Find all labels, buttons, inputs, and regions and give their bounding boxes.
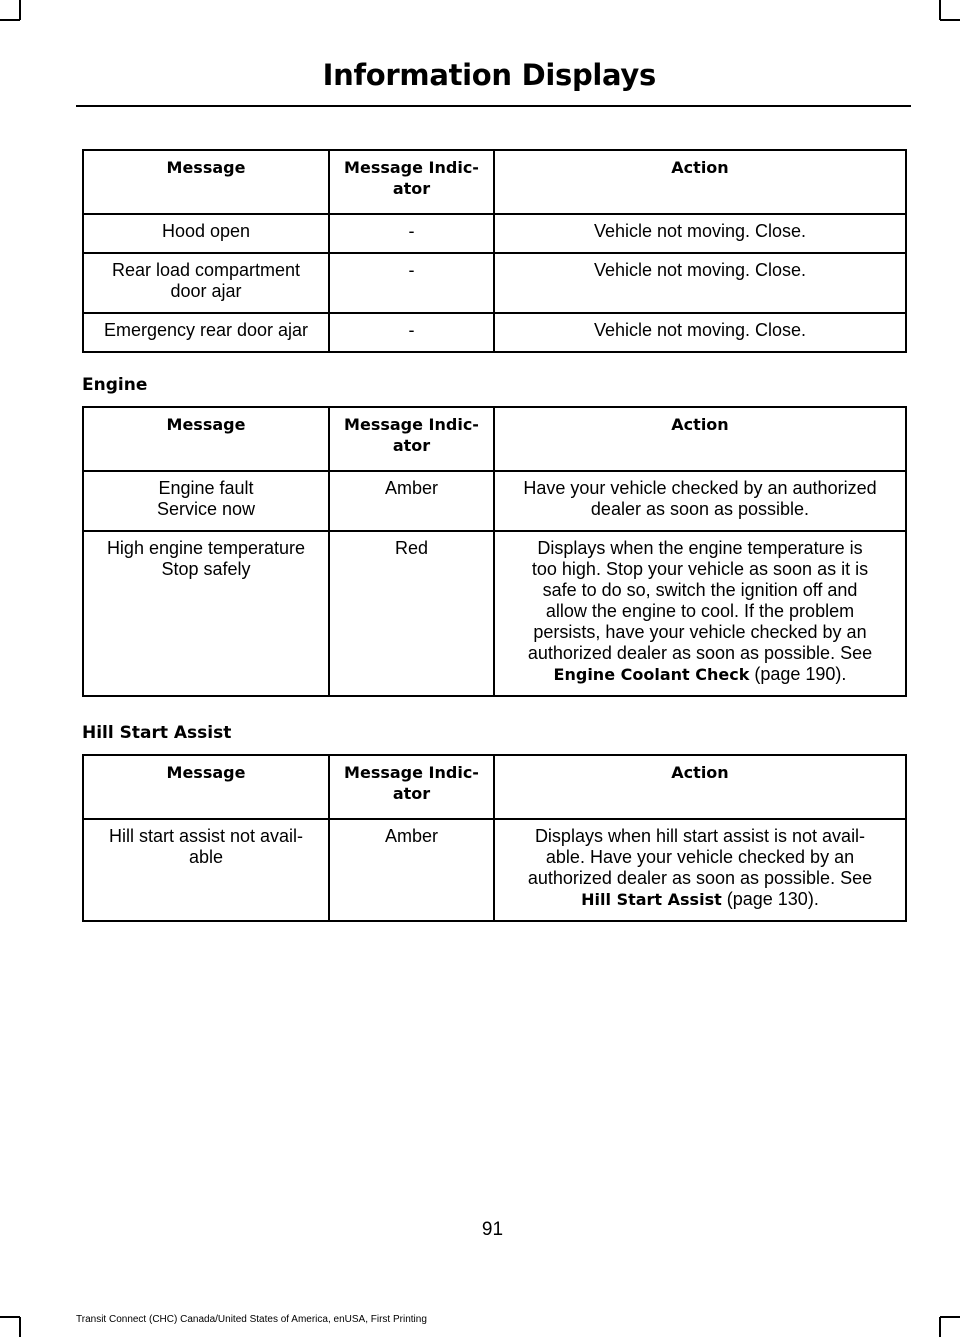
crop-mark <box>939 0 941 20</box>
table-row <box>83 819 906 921</box>
section-heading-engine: Engine <box>82 375 148 395</box>
title-divider <box>76 105 911 107</box>
crop-mark <box>940 1316 960 1318</box>
action-cell: Vehicle not moving. Close. <box>494 313 906 352</box>
page-number: 91 <box>481 1219 504 1240</box>
table-row <box>83 214 906 253</box>
indicator-cell: Red <box>329 531 494 696</box>
table-header-row <box>83 150 906 214</box>
column-header-action: Action <box>494 755 906 819</box>
column-header-action: Action <box>494 407 906 471</box>
table-row <box>83 471 906 531</box>
crop-mark <box>0 1316 20 1318</box>
action-cell: Vehicle not moving. Close. <box>494 253 906 313</box>
crop-mark <box>939 1317 941 1337</box>
action-cell: Have your vehicle checked by an authorized dealer as soon as possible. <box>494 471 906 531</box>
message-cell: High engine temperature Stop safely <box>83 531 329 696</box>
table-row <box>83 531 906 696</box>
column-header-action: Action <box>494 150 906 214</box>
column-header-message: Message <box>83 755 329 819</box>
page-reference: (page 130). <box>726 889 819 909</box>
crop-mark <box>940 19 960 21</box>
engine-coolant-check-link[interactable]: Engine Coolant Check <box>553 665 750 684</box>
message-cell: Hill start assist not avail- able <box>83 819 329 921</box>
crop-mark <box>19 1317 21 1337</box>
action-cell: Vehicle not moving. Close. <box>494 214 906 253</box>
table-header-row <box>83 407 906 471</box>
indicator-cell: - <box>329 214 494 253</box>
column-header-message: Message <box>83 407 329 471</box>
message-cell: Hood open <box>83 214 329 253</box>
engine-messages-table <box>82 406 907 697</box>
table-header-row <box>83 755 906 819</box>
footer-text: Transit Connect (CHC) Canada/United States of America, enUSA, First Printing <box>76 1314 427 1325</box>
message-cell: Emergency rear door ajar <box>83 313 329 352</box>
indicator-cell: Amber <box>329 471 494 531</box>
column-header-indicator: Message Indic- ator <box>329 755 494 819</box>
indicator-cell: - <box>329 253 494 313</box>
message-cell: Engine fault Service now <box>83 471 329 531</box>
page-reference: (page 190). <box>754 664 847 684</box>
crop-mark <box>19 0 21 20</box>
column-header-indicator: Message Indic- ator <box>329 150 494 214</box>
page-title: Information Displays <box>322 58 656 92</box>
action-cell: Displays when hill start assist is not avail- able. Have your vehicle checked by an authorized dealer as soon as possible. See Hill Start Assist (page 130). <box>494 819 906 921</box>
indicator-cell: - <box>329 313 494 352</box>
message-cell: Rear load compartment door ajar <box>83 253 329 313</box>
hill-start-assist-table <box>82 754 907 922</box>
table-row <box>83 313 906 352</box>
hill-start-assist-link[interactable]: Hill Start Assist <box>581 890 722 909</box>
section-heading-hill-start-assist: Hill Start Assist <box>82 723 232 743</box>
door-messages-table <box>82 149 907 353</box>
crop-mark <box>0 19 20 21</box>
column-header-indicator: Message Indic- ator <box>329 407 494 471</box>
indicator-cell: Amber <box>329 819 494 921</box>
table-row <box>83 253 906 313</box>
action-cell: Displays when the engine temperature is too high. Stop your vehicle as soon as it is safe to do so, switch the ignition off and allow the engine to cool. If the problem persists, have your vehicle checked by an authorized dealer as soon as possible. See Engine Coolant Check (page 190). <box>494 531 906 696</box>
column-header-message: Message <box>83 150 329 214</box>
